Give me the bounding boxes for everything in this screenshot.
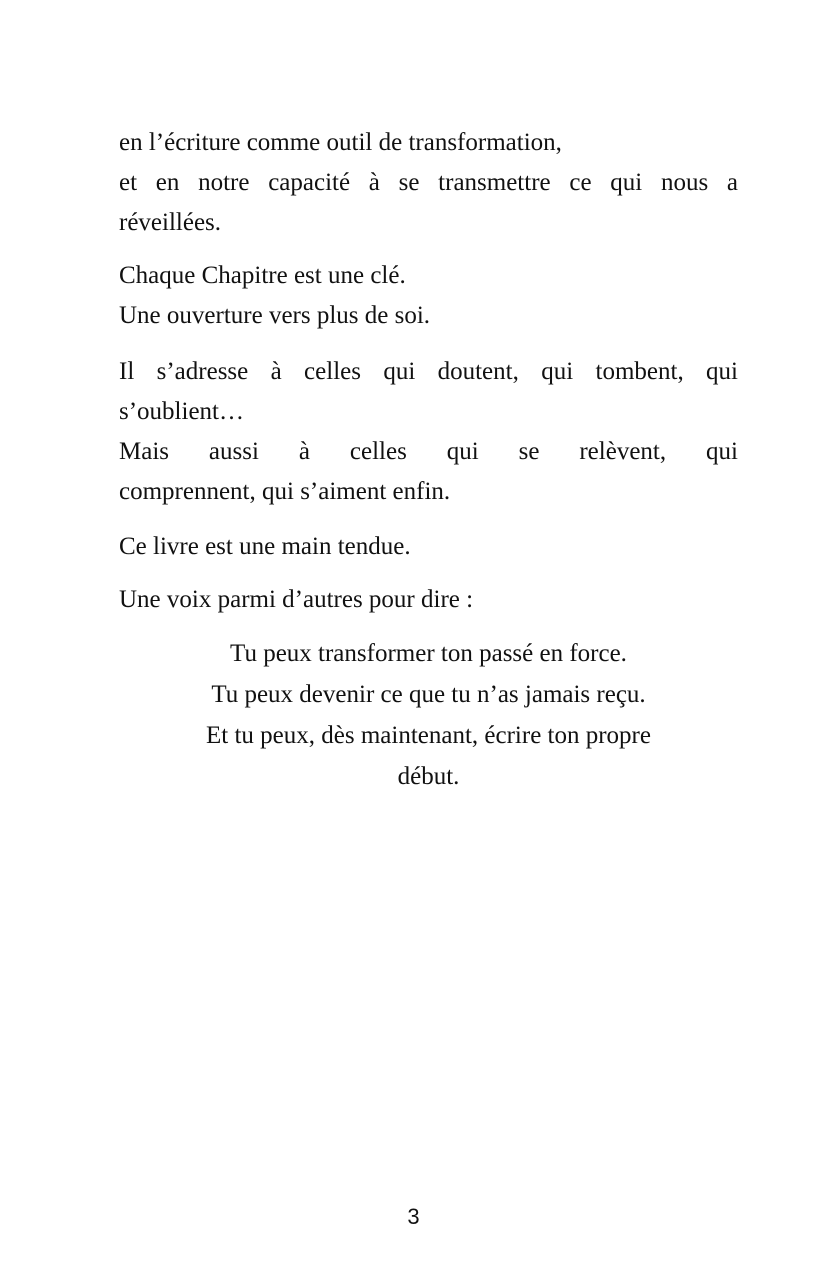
centered-quote <box>119 633 738 797</box>
paragraph-one-voice <box>119 580 738 620</box>
text-line: Ce livre est une main tendue. <box>119 533 411 560</box>
quote-line: début. <box>397 763 460 790</box>
text-line: s’oublient… <box>119 398 244 425</box>
quote-line: Tu peux transformer ton passé en force. <box>230 640 627 667</box>
text-line: et en notre capacité à se transmettre ce qui nous a <box>119 169 738 196</box>
quote-line: Tu peux devenir ce que tu n’as jamais reçu. <box>211 681 646 708</box>
quote-line: Et tu peux, dès maintenant, écrire ton propre <box>206 722 651 749</box>
text-line: réveillées. <box>119 209 222 236</box>
text-line: Une voix parmi d’autres pour dire : <box>119 586 474 613</box>
text-line: Mais aussi à celles qui se relèvent, qui <box>119 438 738 465</box>
text-line: Une ouverture vers plus de soi. <box>119 302 431 329</box>
paragraph-writing-transformation <box>119 123 738 243</box>
text-line: en l’écriture comme outil de transformation, <box>119 129 562 156</box>
text-line: Il s’adresse à celles qui doutent, qui tombent, qui <box>119 358 738 385</box>
text-line: comprennent, qui s’aiment enfin. <box>119 478 451 505</box>
paragraph-helping-hand <box>119 527 738 567</box>
text-line: Chaque Chapitre est une clé. <box>119 262 406 289</box>
paragraph-addressed-to <box>119 352 738 512</box>
page-number: 3 <box>407 1204 420 1229</box>
paragraph-chapter-key <box>119 256 738 336</box>
